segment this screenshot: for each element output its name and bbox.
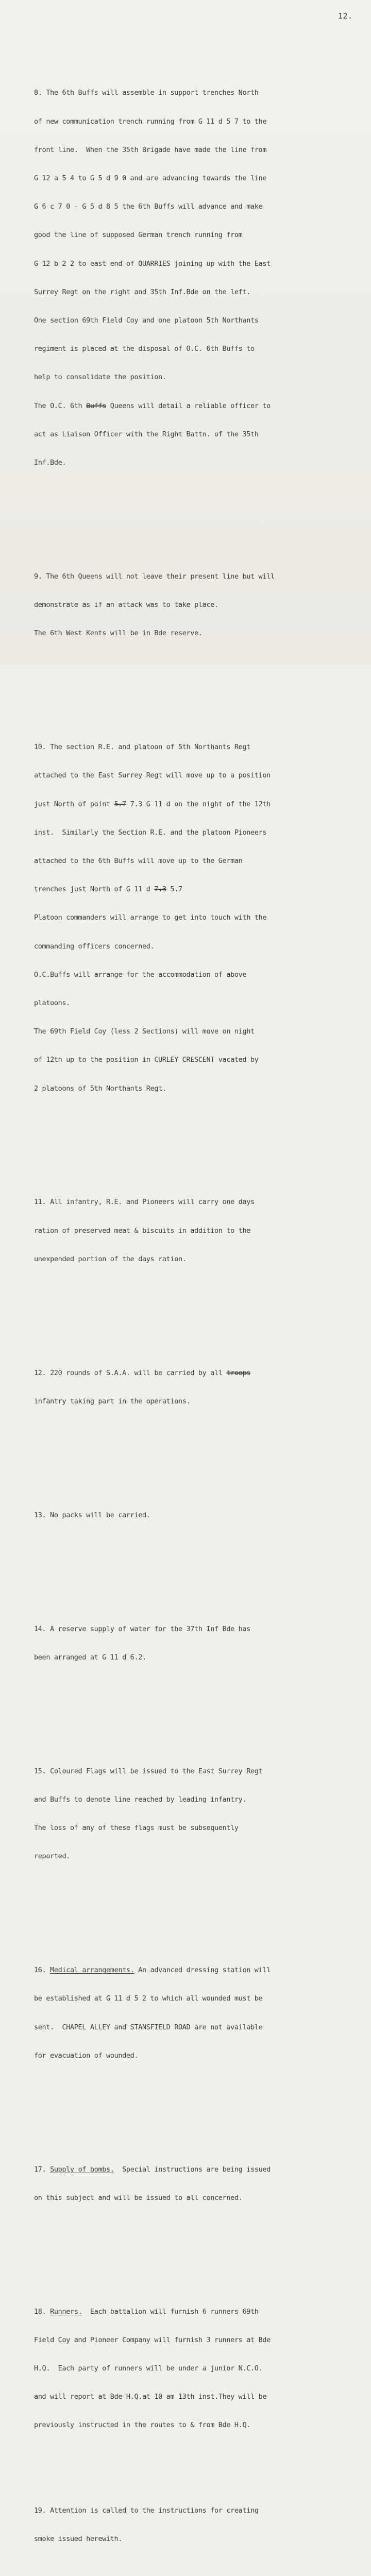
- text-fragment: An advanced dressing station will: [134, 1966, 271, 1975]
- paragraph-number: 16.: [34, 1966, 50, 1975]
- text-fragment: Queens will detail a reliable officer to: [106, 401, 271, 410]
- paragraph-gap: [34, 2241, 370, 2250]
- section-heading: Supply of bombs.: [50, 2165, 114, 2174]
- text-line: G 6 c 7 0 - G 5 d 8 5 the 6th Buffs will advance and make: [34, 202, 263, 211]
- paragraph-12: [34, 1349, 370, 1425]
- section-heading: Medical arrangements.: [50, 1966, 134, 1975]
- text-line: [34, 1368, 370, 1378]
- paragraph-13: [34, 1492, 370, 1539]
- text-line: G 12 a 5 4 to G 5 d 9 0 and are advancing towards the line: [34, 174, 267, 183]
- text-line: Field Coy and Pioneer Company will furnish 3 runners at Bde: [34, 2335, 271, 2344]
- text-line: Inf.Bde.: [34, 459, 66, 467]
- paragraph-gap: [34, 676, 370, 685]
- paragraph-8: [34, 70, 370, 487]
- text-line: 2 platoons of 5th Northants Regt.: [34, 1084, 166, 1093]
- text-line: The 6th West Kents will be in Bde reserve.: [34, 629, 203, 638]
- paragraph-number: 17.: [34, 2165, 50, 2174]
- text-line: 10. The section R.E. and platoon of 5th Northants Regt: [34, 743, 250, 752]
- text-line: be established at G 11 d 5 2 to which all wounded must be: [34, 1994, 263, 2003]
- text-line: O.C.Buffs will arrange for the accommodation of above: [34, 970, 247, 979]
- paragraph-gap: [34, 505, 370, 515]
- paragraph-14: [34, 1605, 370, 1681]
- paragraph-16: [34, 1946, 370, 2079]
- struck-text: troops: [226, 1368, 251, 1377]
- text-line: front line. When the 35th Brigade have made the line from: [34, 145, 267, 154]
- text-line: and will report at Bde H.Q.at 10 am 13th inst.They will be: [34, 2393, 267, 2401]
- text-line: [34, 401, 370, 411]
- text-line: H.Q. Each party of runners will be under a junior N.C.O.: [34, 2364, 263, 2372]
- text-line: G 12 b 2 2 to east end of QUARRIES joining up with the East: [34, 259, 271, 268]
- text-line: 8. The 6th Buffs will assemble in support trenches North: [34, 89, 259, 97]
- paragraph-gap: [34, 1558, 370, 1567]
- paragraph-9: [34, 553, 370, 657]
- text-line: been arranged at G 11 d 6.2.: [34, 1653, 146, 1662]
- text-fragment: 12. 220 rounds of S.A.A. will be carried by all: [34, 1368, 227, 1377]
- text-line: infantry taking part in the operations.: [34, 1397, 191, 1405]
- page-number: 12.: [338, 11, 353, 21]
- text-line: [34, 1965, 370, 1975]
- paragraph-15: [34, 1748, 370, 1880]
- text-line: demonstrate as if an attack was to take place.: [34, 601, 218, 609]
- text-line: good the line of supposed German trench running from: [34, 231, 243, 240]
- text-line: Surrey Regt on the right and 35th Inf.Bde on the left.: [34, 287, 250, 296]
- text-line: of new communication trench running from G 11 d 5 7 to the: [34, 117, 267, 126]
- text-line: [34, 885, 370, 894]
- text-line: for evacuation of wounded.: [34, 2051, 139, 2060]
- struck-text: 5.7: [114, 800, 126, 808]
- text-line: 14. A reserve supply of water for the 37th Inf Bde has: [34, 1624, 250, 1633]
- paragraph-17: [34, 2146, 370, 2222]
- text-line: on this subject and will be issued to all concerned.: [34, 2193, 243, 2202]
- text-line: ration of preserved meat & biscuits in addition to the: [34, 1226, 250, 1235]
- paragraph-11: [34, 1179, 370, 1283]
- text-line: act as Liaison Officer with the Right Battn. of the 35th: [34, 430, 259, 438]
- text-line: [34, 2165, 370, 2174]
- text-fragment: The O.C. 6th: [34, 401, 87, 410]
- text-fragment: 7.3 G 11 d on the night of the 12th: [126, 800, 271, 808]
- struck-text: 7.3: [154, 885, 166, 894]
- text-line: The loss of any of these flags must be subsequently: [34, 1824, 239, 1833]
- paragraph-number: 18.: [34, 2307, 50, 2316]
- text-line: The 69th Field Coy (less 2 Sections) will move on night: [34, 1027, 255, 1036]
- text-line: inst. Similarly the Section R.E. and the platoon Pioneers: [34, 828, 267, 837]
- text-line: 13. No packs will be carried.: [34, 1511, 150, 1519]
- paragraph-18: [34, 2288, 370, 2449]
- text-line: reported.: [34, 1852, 70, 1861]
- text-line: smoke issued herewith.: [34, 2535, 123, 2544]
- text-line: previously instructed in the routes to & from Bde H.Q.: [34, 2421, 250, 2430]
- text-line: attached to the 6th Buffs will move up to the German: [34, 856, 243, 865]
- text-fragment: trenches just North of G 11 d: [34, 885, 155, 894]
- text-line: commanding officers concerned.: [34, 942, 155, 951]
- paragraph-gap: [34, 1444, 370, 1453]
- text-fragment: Each battalion will furnish 6 runners 69th: [82, 2307, 259, 2316]
- text-line: regiment is placed at the disposal of O.C. 6th Buffs to: [34, 345, 255, 353]
- text-fragment: just North of point: [34, 800, 114, 808]
- text-line: unexpended portion of the days ration.: [34, 1255, 187, 1263]
- text-line: Platoon commanders will arrange to get into touch with the: [34, 913, 267, 922]
- text-fragment: Special instructions are being issued: [114, 2165, 271, 2174]
- text-line: of 12th up to the position in CURLEY CRESCENT vacated by: [34, 1056, 259, 1064]
- text-line: help to consolidate the position.: [34, 373, 166, 382]
- paragraph-gap: [34, 1302, 370, 1311]
- paragraph-gap: [34, 1700, 370, 1709]
- text-line: [34, 2307, 370, 2316]
- paragraph-gap: [34, 2098, 370, 2108]
- paragraph-10: [34, 723, 370, 1112]
- text-line: sent. CHAPEL ALLEY and STANSFIELD ROAD are not available: [34, 2023, 263, 2031]
- text-line: 19. Attention is called to the instructions for creating: [34, 2506, 259, 2515]
- text-line: 15. Coloured Flags will be issued to the East Surrey Regt: [34, 1767, 263, 1775]
- paragraph-gap: [34, 1131, 370, 1141]
- document-body: [34, 31, 370, 2576]
- paragraph-19: [34, 2487, 370, 2563]
- struck-text: Buffs: [86, 401, 107, 410]
- paragraph-gap: [34, 1899, 370, 1908]
- text-line: 11. All infantry, R.E. and Pioneers will carry one days: [34, 1198, 255, 1207]
- text-line: [34, 800, 370, 809]
- text-line: 9. The 6th Queens will not leave their present line but will: [34, 572, 275, 581]
- text-line: One section 69th Field Coy and one platoon 5th Northants: [34, 316, 259, 325]
- text-line: and Buffs to denote line reached by leading infantry.: [34, 1795, 247, 1804]
- text-line: attached to the East Surrey Regt will move up to a position: [34, 771, 271, 780]
- text-line: platoons.: [34, 999, 70, 1007]
- text-fragment: 5.7: [166, 885, 182, 894]
- section-heading: Runners.: [50, 2307, 82, 2316]
